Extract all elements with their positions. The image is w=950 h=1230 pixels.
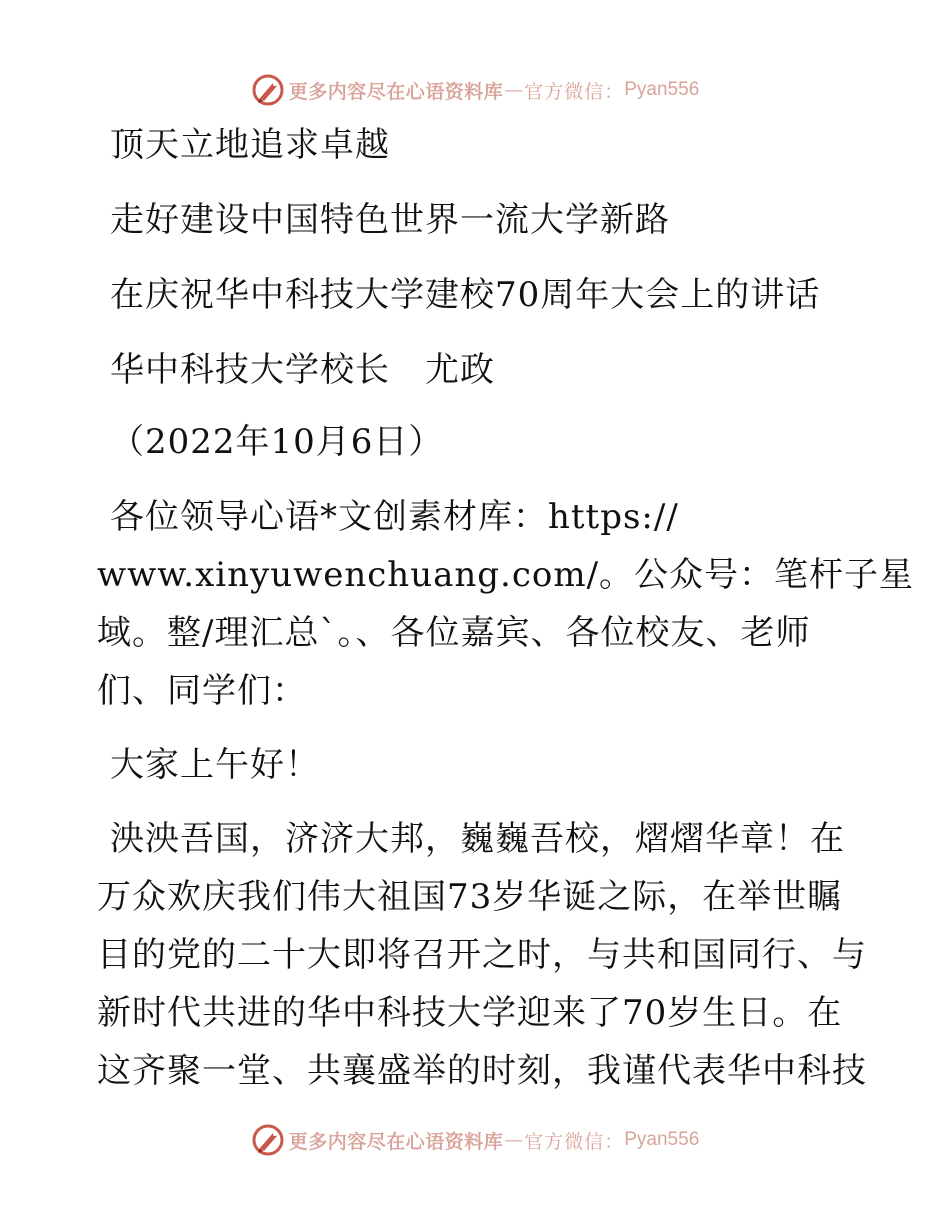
- paragraph-line: 泱泱吾国，济济大邦，巍巍吾校，熠熠华章！在: [110, 819, 845, 859]
- paragraph-line: www.xinyuwenchuang.com/。公众号：笔杆子星: [97, 555, 915, 595]
- paragraph-line: 新时代共进的华中科技大学迎来了70岁生日。在: [97, 993, 843, 1033]
- paragraph-line: 们、同学们：: [97, 671, 307, 711]
- header-watermark: [0, 70, 950, 110]
- speech-title: 顶天立地追求卓越: [110, 125, 390, 165]
- speech-subtitle: 走好建设中国特色世界一流大学新路: [110, 200, 670, 240]
- greeting-line: 大家上午好！: [110, 745, 320, 785]
- watermark-wechat-id: Pyan556: [624, 79, 700, 100]
- watermark-official-label: 官方微信：: [524, 1130, 625, 1153]
- speaker-line: 华中科技大学校长 尤政: [110, 350, 495, 390]
- footer-watermark: [0, 1120, 950, 1160]
- speech-occasion: 在庆祝华中科技大学建校70周年大会上的讲话: [110, 275, 821, 315]
- watermark-dash: —: [504, 1129, 524, 1151]
- paragraph-line: 各位领导心语*文创素材库：https://: [110, 497, 679, 537]
- watermark-text: 更多内容尽在心语资料库: [288, 1130, 504, 1153]
- watermark-wechat-id: Pyan556: [624, 1129, 700, 1150]
- watermark-dash: —: [504, 79, 524, 101]
- paragraph-line: 万众欢庆我们伟大祖国73岁华诞之际，在举世瞩: [97, 877, 843, 917]
- paragraph-line: 域。整/理汇总`。、各位嘉宾、各位校友、老师: [97, 613, 811, 653]
- pen-logo-icon: [251, 73, 285, 107]
- paragraph-line: 这齐聚一堂、共襄盛举的时刻，我谨代表华中科技: [97, 1051, 867, 1091]
- watermark-official-label: 官方微信：: [524, 80, 625, 103]
- speech-date: （2022年10月6日）: [110, 422, 444, 462]
- pen-logo-icon: [251, 1123, 285, 1157]
- watermark-text: 更多内容尽在心语资料库: [288, 80, 504, 103]
- paragraph-line: 目的党的二十大即将召开之时，与共和国同行、与: [97, 935, 867, 975]
